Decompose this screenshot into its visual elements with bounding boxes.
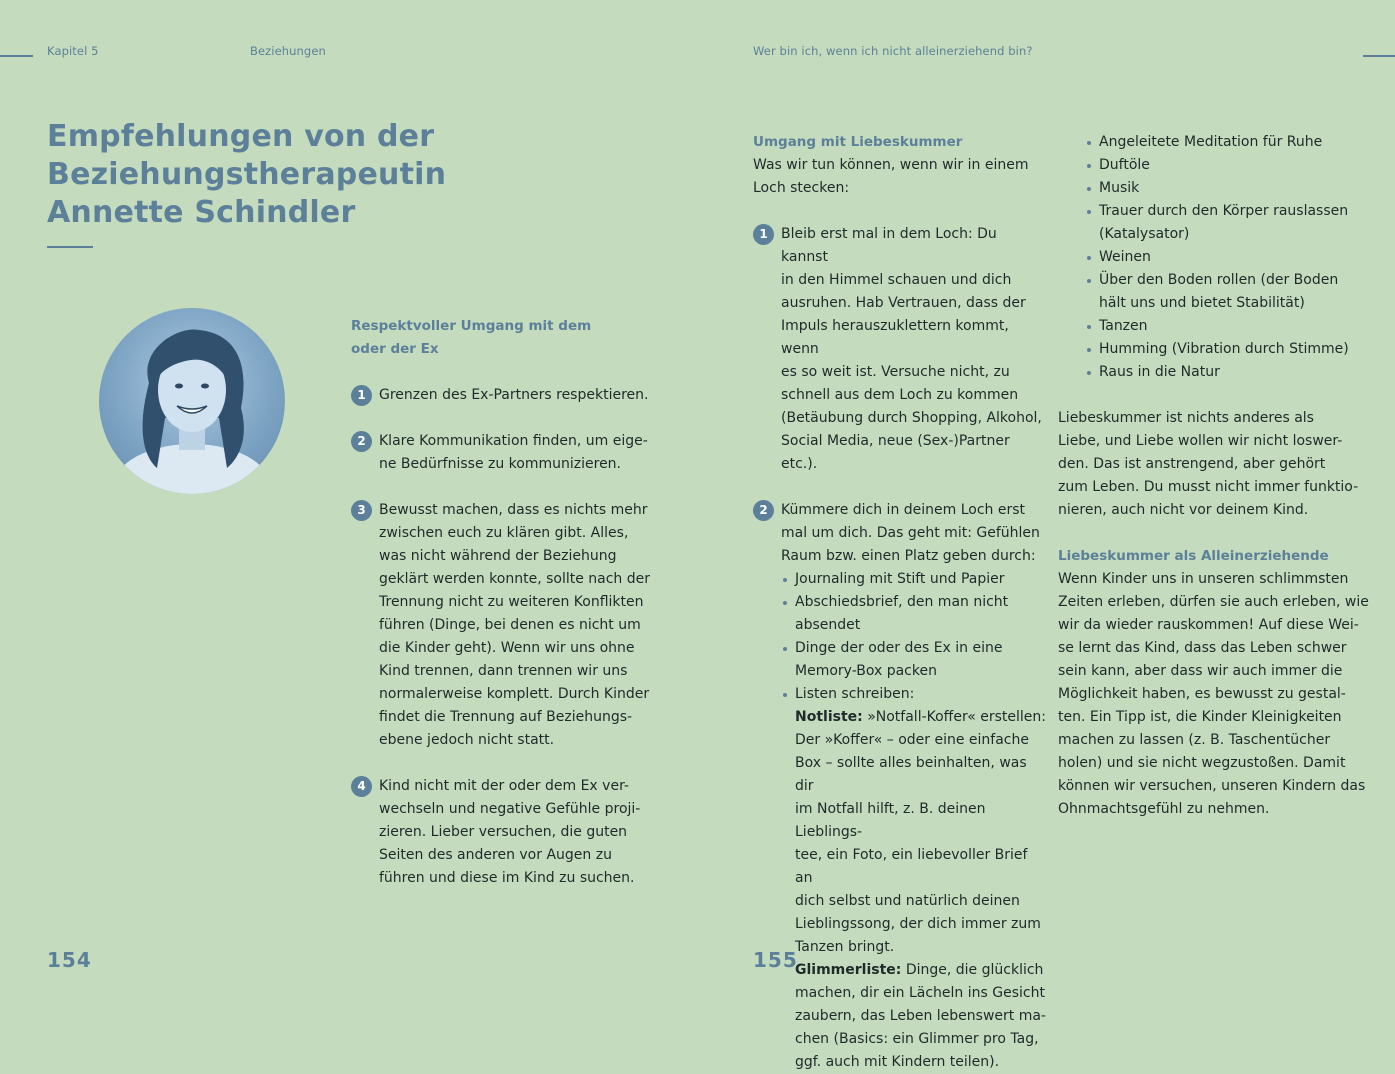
text-line: Bleib erst mal in dem Loch: Du kannst bbox=[781, 226, 997, 265]
list-item bbox=[1085, 338, 1385, 361]
recommendation-item-1 bbox=[351, 384, 651, 407]
title-line: Empfehlungen von der bbox=[47, 119, 435, 154]
text-line: Listen schreiben: bbox=[795, 686, 915, 702]
text-line: ggf. auch mit Kindern teilen). bbox=[795, 1054, 1000, 1070]
text-line: Möglichkeit haben, es bewusst zu gestal- bbox=[1058, 686, 1346, 702]
text-line: Weinen bbox=[1099, 249, 1151, 265]
text-line: geklärt werden konnte, sollte nach der bbox=[379, 571, 651, 587]
heartbreak-step-1 bbox=[753, 223, 1048, 476]
text-line: Journaling mit Stift und Papier bbox=[795, 571, 1005, 587]
list-item bbox=[781, 591, 1048, 637]
text-line: zieren. Lieber versuchen, die guten bbox=[379, 824, 628, 840]
recommendation-item-2 bbox=[351, 430, 651, 476]
text-line: Raus in die Natur bbox=[1099, 364, 1220, 380]
text-line: Kümmere dich in deinem Loch erst bbox=[781, 502, 1026, 518]
text-line: normalerweise komplett. Durch Kinder bbox=[379, 686, 650, 702]
heartbreak-step-2 bbox=[753, 499, 1048, 1074]
text-line: Lieblingssong, der dich immer zum bbox=[795, 916, 1041, 932]
running-head-section: Beziehungen bbox=[250, 44, 326, 58]
text-line: Trennung nicht zu weiteren Konflikten bbox=[379, 594, 644, 610]
text-line: nieren, auch nicht vor deinem Kind. bbox=[1058, 502, 1309, 518]
number-badge: 4 bbox=[351, 776, 372, 797]
text-line: Kind trennen, dann trennen wir uns bbox=[379, 663, 628, 679]
text-line: Memory-Box packen bbox=[795, 663, 937, 679]
text-line: Bewusst machen, dass es nichts mehr bbox=[379, 502, 648, 518]
text-line: sein kann, aber dass wir auch immer die bbox=[1058, 663, 1343, 679]
text-line: hält uns und bietet Stabilität) bbox=[1099, 295, 1305, 311]
notliste bbox=[795, 706, 1048, 959]
text-line: im Notfall hilft, z. B. deinen Lieblings- bbox=[795, 801, 986, 840]
list-item bbox=[1085, 361, 1385, 384]
text-line: was nicht während der Beziehung bbox=[379, 548, 617, 564]
text-line: mal um dich. Das geht mit: Gefühlen bbox=[781, 525, 1040, 541]
text-line: tee, ein Foto, ein liebevoller Brief an bbox=[795, 847, 1028, 886]
number-badge: 1 bbox=[753, 224, 774, 245]
subheading-line: oder der Ex bbox=[351, 341, 439, 357]
running-head-right: Wer bin ich, wenn ich nicht alleinerziehend bin? bbox=[753, 44, 1033, 58]
text-line bbox=[795, 706, 1048, 729]
text-line: Der »Koffer« – oder eine einfache bbox=[795, 732, 1029, 748]
text-line: Impuls herauszuklettern kommt, wenn bbox=[781, 318, 1009, 357]
text-line: Box – sollte alles beinhalten, was dir bbox=[795, 755, 1027, 794]
paragraph bbox=[1058, 407, 1388, 522]
text-line: Zeiten erleben, dürfen sie auch erleben, wie bbox=[1058, 594, 1369, 610]
page-title bbox=[47, 118, 446, 232]
page-number-left: 154 bbox=[47, 948, 92, 972]
portrait-illustration bbox=[99, 308, 285, 494]
text-line: Seiten des anderen vor Augen zu bbox=[379, 847, 612, 863]
text-line: Grenzen des Ex-Partners respektieren. bbox=[379, 387, 649, 403]
text-line: Trauer durch den Körper rauslassen bbox=[1099, 203, 1349, 219]
closing-paragraphs bbox=[1058, 407, 1388, 821]
section-subheading bbox=[351, 315, 651, 361]
notliste-first: »Notfall-Koffer« erstellen: bbox=[862, 709, 1046, 725]
list-item bbox=[1085, 315, 1385, 338]
text-line: Klare Kommunikation finden, um eige- bbox=[379, 433, 648, 449]
text-line: (Betäubung durch Shopping, Alkohol, bbox=[781, 410, 1042, 426]
recommendation-item-4 bbox=[351, 775, 651, 890]
text-line: Über den Boden rollen (der Boden bbox=[1099, 272, 1339, 288]
text-line: absendet bbox=[795, 617, 861, 633]
number-badge: 2 bbox=[351, 431, 372, 452]
text-line: Social Media, neue (Sex-)Partner etc.). bbox=[781, 433, 1010, 472]
text-line: Dinge der oder des Ex in eine bbox=[795, 640, 1003, 656]
text-line: zum Leben. Du musst nicht immer funktio- bbox=[1058, 479, 1359, 495]
text-line: holen) und sie nicht wegzustoßen. Damit bbox=[1058, 755, 1346, 771]
title-line: Annette Schindler bbox=[47, 195, 356, 230]
notliste-label: Notliste: bbox=[795, 709, 863, 725]
list-item bbox=[781, 568, 1048, 591]
text-line: dich selbst und natürlich deinen bbox=[795, 893, 1020, 909]
title-line: Beziehungstherapeutin bbox=[47, 157, 447, 192]
list-item bbox=[1085, 200, 1385, 246]
heartbreak-column bbox=[753, 131, 1048, 1074]
text-line: Raum bzw. einen Platz geben durch: bbox=[781, 548, 1036, 564]
ex-section bbox=[351, 315, 651, 890]
text-line: Ohnmachtsgefühl zu nehmen. bbox=[1058, 801, 1270, 817]
text-line: zaubern, das Leben lebenswert ma- bbox=[795, 1008, 1046, 1024]
text-line: Humming (Vibration durch Stimme) bbox=[1099, 341, 1349, 357]
text-line: ne Bedürfnisse zu kommunizieren. bbox=[379, 456, 622, 472]
text-line: wechseln und negative Gefühle proji- bbox=[379, 801, 641, 817]
number-badge: 1 bbox=[351, 385, 372, 406]
section-subheading: Umgang mit Liebeskummer bbox=[753, 134, 963, 150]
text-line: führen und diese im Kind zu suchen. bbox=[379, 870, 635, 886]
therapist-portrait bbox=[99, 308, 285, 494]
coping-bullet-list-2 bbox=[1085, 131, 1385, 384]
number-badge: 3 bbox=[351, 500, 372, 521]
text-line: wir da wieder rauskommen! Auf diese Wei- bbox=[1058, 617, 1359, 633]
text-line: chen (Basics: ein Glimmer pro Tag, bbox=[795, 1031, 1039, 1047]
title-underline bbox=[47, 246, 93, 248]
list-item bbox=[1085, 269, 1385, 315]
list-item bbox=[781, 637, 1048, 683]
text-line: können wir versuchen, unseren Kindern das bbox=[1058, 778, 1366, 794]
text-line: den. Das ist anstrengend, aber gehört bbox=[1058, 456, 1326, 472]
intro-line: Loch stecken: bbox=[753, 180, 850, 196]
text-line: es so weit ist. Versuche nicht, zu bbox=[781, 364, 1010, 380]
list-item bbox=[1085, 131, 1385, 154]
list-item bbox=[1085, 177, 1385, 200]
text-line: (Katalysator) bbox=[1099, 226, 1190, 242]
section-subheading: Liebeskummer als Alleinerziehende bbox=[1058, 548, 1329, 564]
text-line: ten. Ein Tipp ist, die Kinder Kleinigkeiten bbox=[1058, 709, 1342, 725]
text-line: ausruhen. Hab Vertrauen, dass der bbox=[781, 295, 1026, 311]
text-line: se lernt das Kind, dass das Leben schwer bbox=[1058, 640, 1347, 656]
header-rule-left bbox=[0, 55, 33, 57]
list-item bbox=[1085, 246, 1385, 269]
page-number-right: 155 bbox=[753, 948, 798, 972]
text-line: in den Himmel schauen und dich bbox=[781, 272, 1012, 288]
paragraph bbox=[1058, 568, 1388, 821]
text-line: machen, dir ein Lächeln ins Gesicht bbox=[795, 985, 1045, 1001]
list-item bbox=[1085, 154, 1385, 177]
glimmerliste-label: Glimmerliste: bbox=[795, 962, 902, 978]
text-line: zwischen euch zu klären gibt. Alles, bbox=[379, 525, 629, 541]
glimmerliste bbox=[795, 959, 1048, 1074]
text-line: findet die Trennung auf Beziehungs- bbox=[379, 709, 633, 725]
number-badge: 2 bbox=[753, 500, 774, 521]
text-line: die Kinder geht). Wenn wir uns ohne bbox=[379, 640, 635, 656]
list-item bbox=[781, 683, 1048, 1074]
text-line: Liebe, und Liebe wollen wir nicht loswer- bbox=[1058, 433, 1343, 449]
text-line: Kind nicht mit der oder dem Ex ver- bbox=[379, 778, 629, 794]
text-line: Musik bbox=[1099, 180, 1140, 196]
text-line: schnell aus dem Loch zu kommen bbox=[781, 387, 1019, 403]
running-head-chapter: Kapitel 5 bbox=[47, 44, 99, 58]
text-line: Abschiedsbrief, den man nicht bbox=[795, 594, 1009, 610]
continuation-column bbox=[1085, 131, 1385, 384]
subheading-line: Respektvoller Umgang mit dem bbox=[351, 318, 592, 334]
text-line: führen (Dinge, bei denen es nicht um bbox=[379, 617, 641, 633]
coping-bullet-list bbox=[781, 568, 1048, 1074]
text-line: Angeleitete Meditation für Ruhe bbox=[1099, 134, 1323, 150]
glimmerliste-first: Dinge, die glücklich bbox=[901, 962, 1044, 978]
text-line: Duftöle bbox=[1099, 157, 1150, 173]
intro-line: Was wir tun können, wenn wir in einem bbox=[753, 157, 1029, 173]
text-line: machen zu lassen (z. B. Taschentücher bbox=[1058, 732, 1331, 748]
text-line: Wenn Kinder uns in unseren schlimmsten bbox=[1058, 571, 1349, 587]
header-rule-right bbox=[1363, 55, 1395, 57]
text-line: Tanzen bbox=[1099, 318, 1148, 334]
text-line bbox=[795, 959, 1048, 982]
text-line: ebene jedoch nicht statt. bbox=[379, 732, 555, 748]
text-line: Tanzen bringt. bbox=[795, 939, 895, 955]
text-line: Liebeskummer ist nichts anderes als bbox=[1058, 410, 1314, 426]
recommendation-item-3 bbox=[351, 499, 651, 752]
